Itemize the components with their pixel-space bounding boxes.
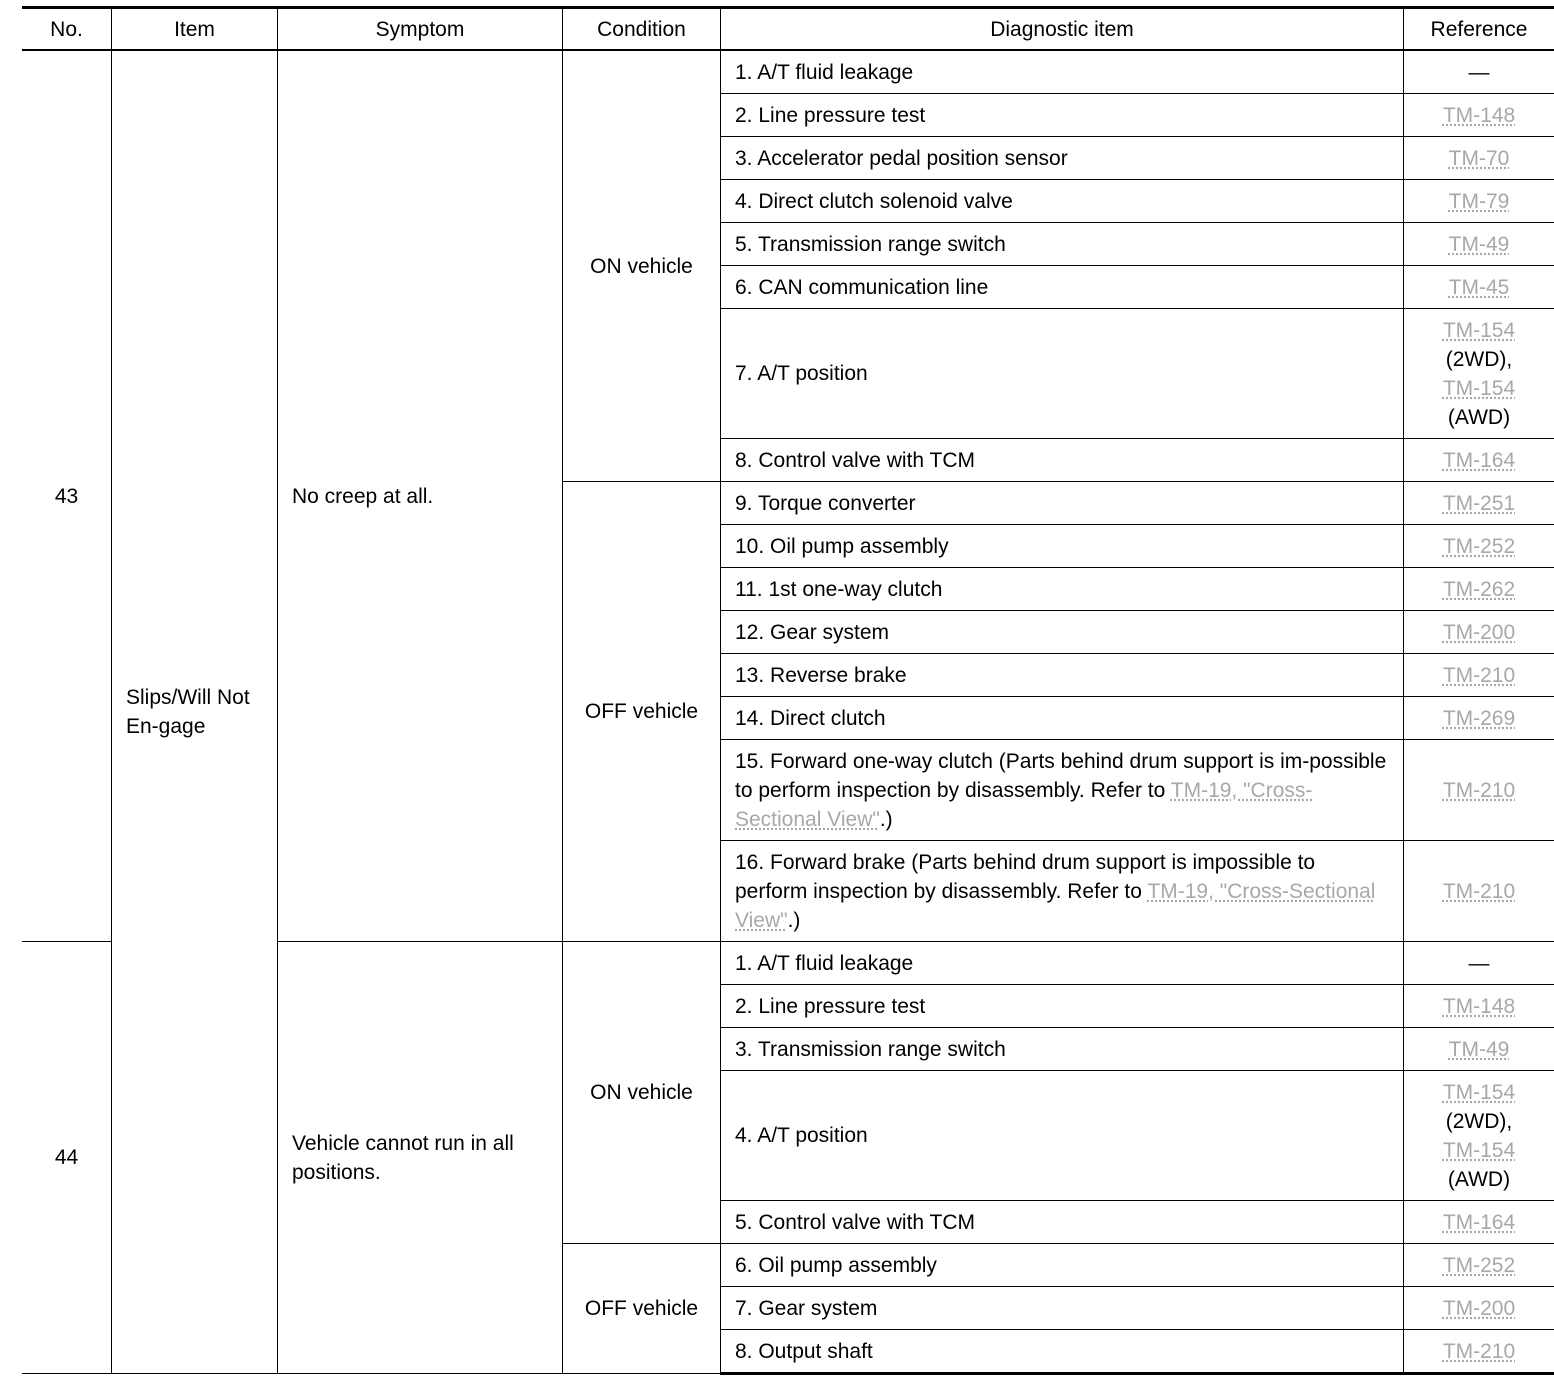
reference-link[interactable]: TM-79 (1448, 189, 1510, 213)
header-symptom: Symptom (278, 8, 563, 51)
header-row (22, 8, 1554, 51)
reference-link[interactable]: TM-210 (1442, 778, 1516, 802)
diagnostic-item: 5. Control valve with TCM (721, 1201, 1404, 1244)
table-row (22, 50, 1554, 94)
reference-cell (1404, 740, 1554, 841)
diagnostic-item: 1. A/T fluid leakage (721, 50, 1404, 94)
reference-link[interactable]: TM-210 (1442, 879, 1516, 903)
reference-cell (1404, 525, 1554, 568)
reference-cell (1404, 1028, 1554, 1071)
reference-link[interactable]: TM-164 (1442, 448, 1516, 472)
header-no: No. (22, 8, 112, 51)
diagnostic-item: 12. Gear system (721, 611, 1404, 654)
reference-link[interactable]: TM-210 (1442, 1339, 1516, 1363)
diagnostic-item: 1. A/T fluid leakage (721, 942, 1404, 985)
reference-link[interactable]: TM-45 (1448, 275, 1510, 299)
reference-note: (AWD) (1447, 405, 1511, 429)
reference-cell (1404, 180, 1554, 223)
diagnostic-item: 8. Output shaft (721, 1330, 1404, 1374)
diagnostic-text: .) (787, 908, 801, 932)
reference-cell (1404, 309, 1554, 439)
header-condition: Condition (563, 8, 721, 51)
reference-cell (1404, 841, 1554, 942)
diagnostic-item: 14. Direct clutch (721, 697, 1404, 740)
row-number: 44 (22, 942, 112, 1374)
reference-link[interactable]: TM-262 (1442, 577, 1516, 601)
reference-link[interactable]: TM-252 (1442, 1253, 1516, 1277)
reference-cell (1404, 137, 1554, 180)
cross-section-link[interactable]: TM-19, "Cross-Sectional View" (735, 778, 1313, 831)
reference-cell (1404, 1201, 1554, 1244)
reference-cell (1404, 1071, 1554, 1201)
reference-link[interactable]: TM-148 (1442, 994, 1516, 1018)
diagnostic-item: 4. Direct clutch solenoid valve (721, 180, 1404, 223)
reference-link[interactable]: TM-200 (1442, 620, 1516, 644)
condition-cell: ON vehicle (563, 942, 721, 1244)
reference-link[interactable]: TM-148 (1442, 103, 1516, 127)
diagnostic-table (22, 6, 1554, 1375)
reference-cell (1404, 697, 1554, 740)
diagnostic-item: 4. A/T position (721, 1071, 1404, 1201)
diagnostic-item (721, 740, 1404, 841)
diagnostic-item: 9. Torque converter (721, 482, 1404, 525)
reference-cell (1404, 654, 1554, 697)
diagnostic-item: 2. Line pressure test (721, 94, 1404, 137)
condition-cell: ON vehicle (563, 50, 721, 482)
reference-cell (1404, 985, 1554, 1028)
reference-link[interactable]: TM-252 (1442, 534, 1516, 558)
diagnostic-item: 10. Oil pump assembly (721, 525, 1404, 568)
diagnostic-item: 6. CAN communication line (721, 266, 1404, 309)
diagnostic-item: 7. A/T position (721, 309, 1404, 439)
row-number: 43 (22, 50, 112, 942)
reference-cell: — (1404, 942, 1554, 985)
reference-cell (1404, 611, 1554, 654)
reference-note: (2WD), (1445, 347, 1513, 371)
reference-link[interactable]: TM-70 (1448, 146, 1510, 170)
reference-link[interactable]: TM-269 (1442, 706, 1516, 730)
reference-link[interactable]: TM-154 (1442, 1138, 1516, 1162)
diagnostic-item: 5. Transmission range switch (721, 223, 1404, 266)
header-item: Item (112, 8, 278, 51)
diagnostic-text: 16. Forward brake (Parts behind drum support is impossible to perform inspection by disassembly. Refer to (735, 850, 1316, 903)
reference-note: (AWD) (1447, 1167, 1511, 1191)
reference-cell (1404, 482, 1554, 525)
reference-link[interactable]: TM-251 (1442, 491, 1516, 515)
symptom-cell: Vehicle cannot run in all positions. (278, 942, 563, 1374)
header-diagnostic-item: Diagnostic item (721, 8, 1404, 51)
diagnostic-text: 15. Forward one-way clutch (Parts behind drum support is im-possible to perform inspection by disassembly. Refer to (735, 749, 1387, 802)
reference-link[interactable]: TM-154 (1442, 318, 1516, 342)
reference-cell (1404, 568, 1554, 611)
diagnostic-item: 7. Gear system (721, 1287, 1404, 1330)
reference-link[interactable]: TM-200 (1442, 1296, 1516, 1320)
reference-link[interactable]: TM-154 (1442, 376, 1516, 400)
reference-link[interactable]: TM-49 (1448, 232, 1510, 256)
reference-link[interactable]: TM-210 (1442, 663, 1516, 687)
diagnostic-item: 13. Reverse brake (721, 654, 1404, 697)
reference-cell (1404, 1287, 1554, 1330)
reference-cell (1404, 223, 1554, 266)
diagnostic-text: .) (879, 807, 893, 831)
reference-cell (1404, 1330, 1554, 1374)
diagnostic-item: 11. 1st one-way clutch (721, 568, 1404, 611)
diagnostic-item: 3. Accelerator pedal position sensor (721, 137, 1404, 180)
diagnostic-item: 3. Transmission range switch (721, 1028, 1404, 1071)
reference-link[interactable]: TM-164 (1442, 1210, 1516, 1234)
reference-cell (1404, 1244, 1554, 1287)
condition-cell: OFF vehicle (563, 482, 721, 942)
reference-link[interactable]: TM-154 (1442, 1080, 1516, 1104)
diagnostic-item: 8. Control valve with TCM (721, 439, 1404, 482)
diagnostic-item: 2. Line pressure test (721, 985, 1404, 1028)
reference-cell: — (1404, 50, 1554, 94)
diagnostic-item: 6. Oil pump assembly (721, 1244, 1404, 1287)
reference-cell (1404, 266, 1554, 309)
item-cell: Slips/Will Not En-gage (112, 50, 278, 1374)
symptom-cell: No creep at all. (278, 50, 563, 942)
reference-cell (1404, 439, 1554, 482)
reference-note: (2WD), (1445, 1109, 1513, 1133)
cross-section-link[interactable]: TM-19, "Cross-Sectional View" (735, 879, 1376, 932)
header-reference: Reference (1404, 8, 1554, 51)
condition-cell: OFF vehicle (563, 1244, 721, 1374)
reference-cell (1404, 94, 1554, 137)
diagnostic-item (721, 841, 1404, 942)
reference-link[interactable]: TM-49 (1448, 1037, 1510, 1061)
